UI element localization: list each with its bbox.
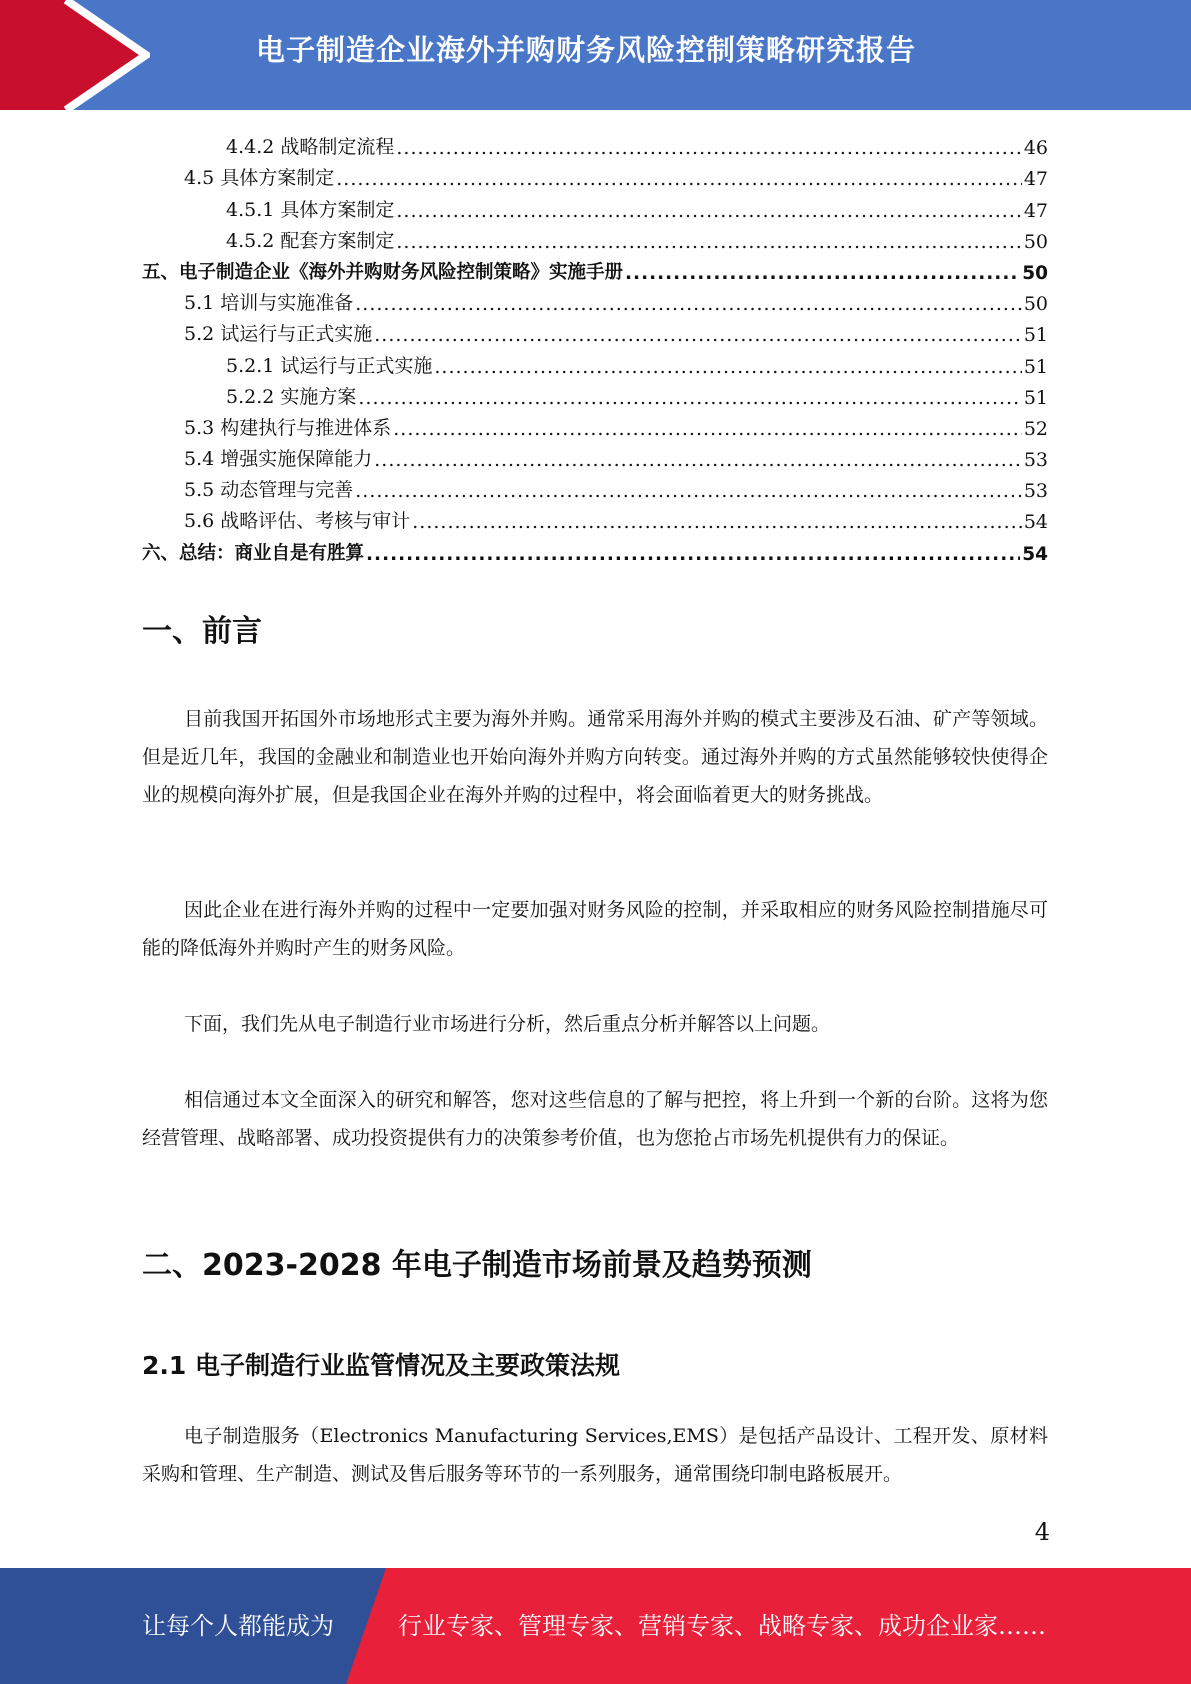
table-of-contents: [142, 128, 1048, 565]
toc-entry-page: 51: [1023, 324, 1048, 347]
preface-paragraph: 下面，我们先从电子制造行业市场进行分析，然后重点分析并解答以上问题。: [184, 1013, 831, 1035]
toc-entry-page: 54: [1022, 543, 1048, 565]
toc-entry-label: 4.5 具体方案制定: [184, 167, 335, 190]
toc-entry-label: 5.2 试运行与正式实施: [184, 323, 373, 346]
toc-entry-label: 5.2.2 实施方案: [226, 385, 357, 408]
report-title: 电子制造企业海外并购财务风险控制策略研究报告: [256, 33, 917, 67]
toc-entry-page: 54: [1023, 511, 1048, 534]
footer-slogan-left: 让每个人都能成为: [142, 1612, 334, 1640]
page-number: 4: [1034, 1518, 1050, 1546]
toc-entry[interactable]: [142, 440, 1048, 471]
toc-entry-page: 53: [1023, 449, 1048, 472]
toc-entry-page: 46: [1023, 137, 1048, 160]
toc-leader-dots: [374, 449, 1022, 471]
toc-entry[interactable]: [142, 284, 1048, 315]
section-2-1-paragraph: 电子制造服务（Electronics Manufacturing Services,EMS）是包括产品设计、工程开发、原材料采购和管理、生产制造、测试及售后服务等环节的一系列服务，通常围绕印制电路板展开。: [142, 1425, 1048, 1485]
toc-entry-label: 六、总结：商业自是有胜算: [142, 542, 365, 564]
toc-leader-dots: [355, 480, 1022, 502]
chapter-2-heading: 二、2023-2028 年电子制造市场前景及趋势预测: [142, 1248, 812, 1283]
toc-leader-dots: [355, 293, 1022, 315]
footer-slogan-right: 行业专家、管理专家、营销专家、战略专家、成功企业家……: [398, 1612, 1046, 1640]
toc-leader-dots: [358, 387, 1021, 409]
toc-entry[interactable]: [142, 409, 1048, 440]
toc-entry-label: 5.5 动态管理与完善: [184, 479, 354, 502]
toc-entry[interactable]: [142, 378, 1048, 409]
toc-entry-page: 52: [1023, 417, 1048, 440]
toc-entry-page: 51: [1023, 386, 1048, 409]
preface-paragraph: 相信通过本文全面深入的研究和解答，您对这些信息的了解与把控，将上升到一个新的台阶。这将为您经营管理、战略部署、成功投资提供有力的决策参考价值，也为您抢占市场先机提供有力的保证。: [142, 1089, 1048, 1149]
toc-leader-dots: [412, 511, 1022, 533]
toc-leader-dots: [625, 263, 1020, 284]
toc-entry-label: 4.5.1 具体方案制定: [226, 198, 395, 221]
preface-heading: 一、前言: [142, 614, 262, 649]
toc-entry-label: 4.4.2 战略制定流程: [226, 136, 395, 159]
toc-leader-dots: [396, 200, 1021, 222]
toc-leader-dots: [396, 137, 1021, 159]
toc-entry[interactable]: [142, 128, 1048, 159]
preface-paragraph: 目前我国开拓国外市场地形式主要为海外并购。通常采用海外并购的模式主要涉及石油、矿产等领域。但是近几年，我国的金融业和制造业也开始向海外并购方向转变。通过海外并购的方式虽然能够较快使得企业的规模向海外扩展，但是我国企业在海外并购的过程中，将会面临着更大的财务挑战。: [142, 708, 1048, 806]
toc-leader-dots: [336, 168, 1022, 190]
toc-entry-label: 五、电子制造企业《海外并购财务风险控制策略》实施手册: [142, 261, 624, 283]
toc-leader-dots: [374, 324, 1022, 346]
toc-entry-label: 5.1 培训与实施准备: [184, 292, 354, 315]
toc-entry-page: 50: [1023, 293, 1048, 316]
toc-entry[interactable]: [142, 471, 1048, 502]
toc-leader-dots: [396, 231, 1021, 253]
toc-entry-label: 5.3 构建执行与推进体系: [184, 416, 392, 439]
header-arrow-logo: [0, 0, 150, 110]
toc-entry-page: 50: [1023, 230, 1048, 253]
toc-entry-label: 5.2.1 试运行与正式实施: [226, 354, 433, 377]
toc-leader-dots: [366, 544, 1020, 565]
toc-entry-label: 5.6 战略评估、考核与审计: [184, 510, 411, 533]
toc-entry[interactable]: [142, 190, 1048, 221]
section-2-1-heading: 2.1 电子制造行业监管情况及主要政策法规: [142, 1351, 620, 1380]
page-footer: [0, 1568, 1191, 1684]
toc-entry-page: 53: [1023, 480, 1048, 503]
toc-entry[interactable]: [142, 346, 1048, 377]
toc-leader-dots: [434, 356, 1021, 378]
toc-entry[interactable]: [142, 159, 1048, 190]
toc-entry-page: 51: [1023, 355, 1048, 378]
toc-entry-label: 5.4 增强实施保障能力: [184, 448, 373, 471]
toc-entry[interactable]: [142, 315, 1048, 346]
toc-entry-page: 50: [1022, 262, 1048, 284]
page-header: [0, 0, 1191, 110]
toc-entry[interactable]: [142, 222, 1048, 253]
toc-entry[interactable]: [142, 533, 1048, 564]
toc-entry-label: 4.5.2 配套方案制定: [226, 229, 395, 252]
toc-entry-page: 47: [1023, 168, 1048, 191]
preface-paragraph: 因此企业在进行海外并购的过程中一定要加强对财务风险的控制，并采取相应的财务风险控制措施尽可能的降低海外并购时产生的财务风险。: [142, 899, 1048, 959]
toc-entry-page: 47: [1023, 199, 1048, 222]
toc-entry[interactable]: [142, 253, 1048, 284]
toc-leader-dots: [393, 418, 1022, 440]
toc-entry[interactable]: [142, 502, 1048, 533]
